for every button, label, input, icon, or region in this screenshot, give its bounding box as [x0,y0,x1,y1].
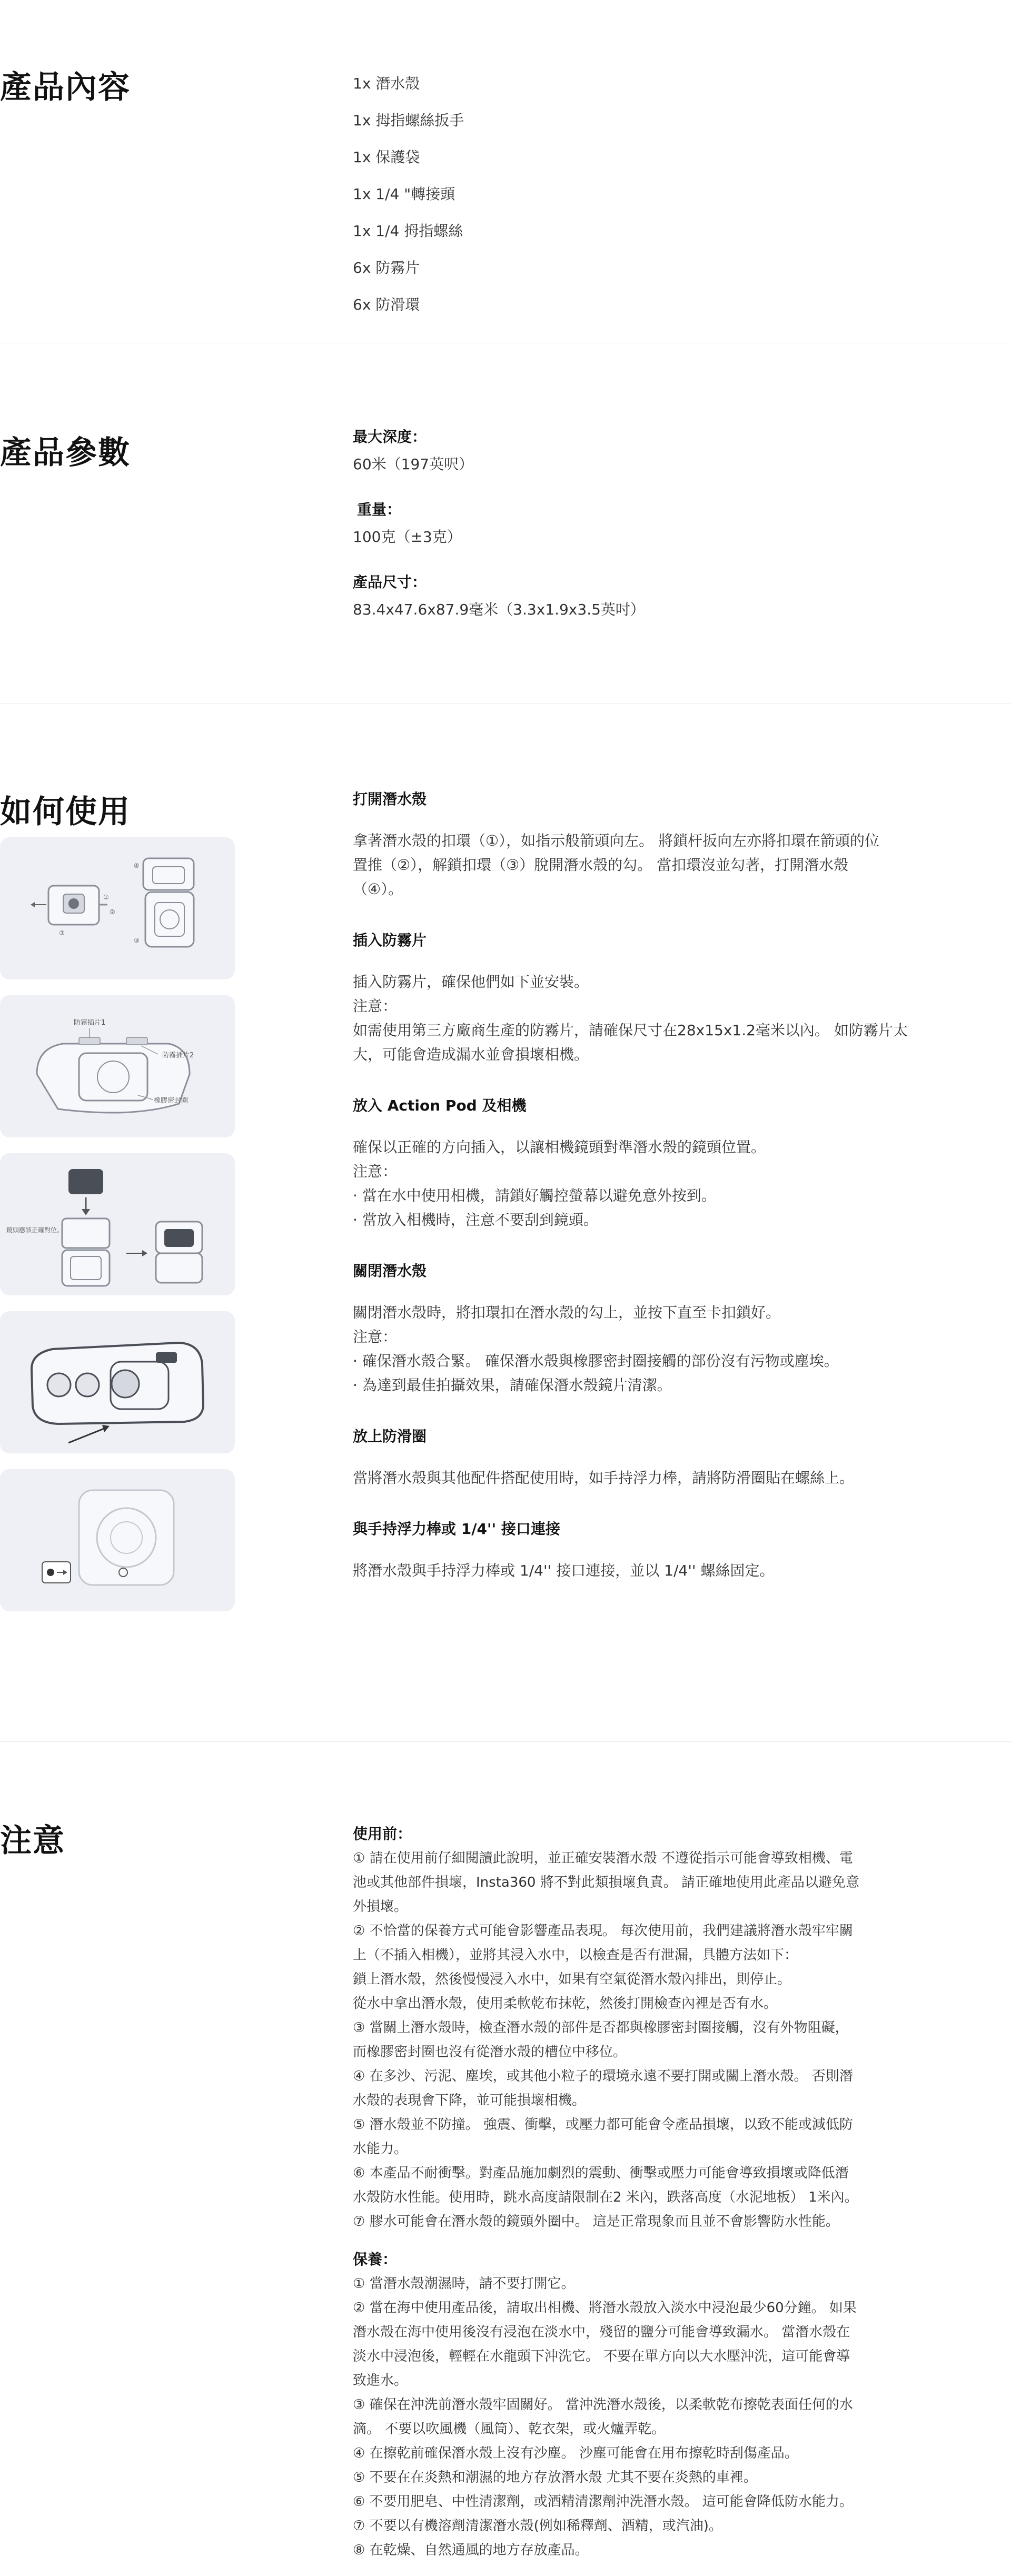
note-line: ⑦ 膠水可能會在潛水殼的鏡頭外圈中。 這是正常現象而且並不會影響防水性能。 [353,2214,839,2230]
step-line: （④）。 [353,880,403,898]
section-title: 產品參數 [0,434,131,471]
section-specifications [0,343,1011,704]
step-line: 注意： [353,1328,398,1345]
close-housing-illustration [0,1311,235,1453]
callout-3: ③ [59,929,65,937]
step-insert-camera [353,1094,969,1232]
step-open-housing [353,788,969,901]
antislip-ring-illustration [0,1469,235,1611]
step-line: 當將潛水殼與其他配件搭配使用時，如手持浮力棒，請將防滑圈貼在螺絲上。 [353,1469,855,1487]
note-line: ⑤ 潛水殼並不防撞。 強震、衝擊，或壓力都可能會令產品損壞，以致不能或減低防 [353,2117,853,2133]
step-image-insert-camera [0,1153,235,1295]
step-line: 將潛水殼與手持浮力棒或 1/4'' 接口連接，並以 1/4'' 螺絲固定。 [353,1562,775,1579]
step-line: · 為達到最佳拍攝效果，請確保潛水殼鏡片清潔。 [353,1376,672,1394]
note-line: 從水中拿出潛水殼，使用柔軟乾布抹乾，然後打開檢查內裡是否有水。 [353,1996,778,2012]
note-line: 水殼防水性能。使用時，跳水高度請限制在2 米內，跌落高度（水泥地板） 1米內。 [353,2189,858,2205]
callout-4: ④ [134,862,140,869]
note-line: 外損壞。 [353,1899,408,1915]
note-line: 池或其他部件損壞，Insta360 將不對此類損壞負責。 請正確地使用此產品以避免意 [353,1875,859,1890]
step-image-antislip-ring [0,1469,235,1611]
spec-label: 最大深度： [353,428,427,445]
spec-value: 100克（±3克） [353,528,462,546]
specs-list [353,425,969,643]
step-image-antifog [0,995,235,1137]
section-title: 產品內容 [0,69,131,106]
note-line: 水能力。 [353,2141,408,2157]
note-heading: 使用前： [353,1825,412,1842]
spec-value: 83.4x47.6x87.9毫米（3.3x1.9x3.5英吋） [353,601,645,618]
step-image-close-housing [0,1311,235,1453]
step-line: 置推（②），解鎖扣環（③）脫開潛水殼的勾。 當扣環沒並勾著，打開潛水殼 [353,856,849,874]
list-item: 6x 防霧片 [353,259,420,276]
step-line: 大，可能會造成漏水並會損壞相機。 [353,1046,589,1063]
housing-open-illustration [0,837,235,979]
step-line: · 當放入相機時，注意不要刮到鏡頭。 [353,1211,598,1228]
step-title: 放入 Action Pod 及相機 [353,1097,527,1114]
step-antislip-ring [353,1425,969,1490]
note-line: 潛水殼在海中使用後沒有浸泡在淡水中，殘留的鹽分可能會導致漏水。 當潛水殼在 [353,2324,850,2340]
notes-before-use [353,1822,977,2234]
list-item: 1x 潛水殼 [353,75,420,92]
note-line: ④ 在多沙、污泥、塵埃，或其他小粒子的環境永遠不要打開或關上潛水殼。 否則潛 [353,2068,853,2084]
note-line: ① 當潛水殼潮濕時，請不要打開它。 [353,2276,575,2292]
spec-label: 產品尺寸： [353,573,427,591]
step-title: 與手持浮力棒或 1/4'' 接口連接 [353,1520,560,1538]
notes-content [353,1822,977,2576]
how-to-steps [353,788,969,1610]
note-line: 而橡膠密封圈也沒有從潛水殼的槽位中移位。 [353,2044,627,2060]
label-antifog-2: 防霧插片2 [162,1052,194,1059]
note-line: 水殼的表現會下降，並可能損壞相機。 [353,2093,586,2108]
note-heading: 保養： [353,2251,398,2268]
note-line: 上（不插入相機），並將其浸入水中，以檢查是否有泄漏，具體方法如下： [353,1947,798,1963]
note-line: ③ 當關上潛水殼時，檢查潛水殼的部件是否都與橡膠密封圈接觸，沒有外物阻礙， [353,2020,849,2036]
spec-label: 重量： [357,501,402,518]
section-title: 如何使用 [0,794,131,830]
antifog-illustration [0,995,235,1137]
spec-max-depth [353,425,969,476]
note-line: 致進水。 [353,2373,408,2389]
note-line: 滴。 不要以吹風機（風筒）、乾衣架，或火爐弄乾。 [353,2421,666,2437]
label-lens-alignment: 鏡頭應該正確對位。 [6,1226,64,1234]
notes-maintenance [353,2247,977,2562]
note-line: ⑦ 不要以有機溶劑清潔潛水殼(例如稀釋劑、酒精，或汽油)。 [353,2518,722,2534]
step-line: 注意： [353,1163,398,1180]
spec-value: 60米（197英呎） [353,455,474,473]
step-insert-antifog [353,929,969,1067]
list-item: 1x 1/4 "轉接頭 [353,185,455,203]
note-line: ③ 確保在沖洗前潛水殼牢固關好。 當沖洗潛水殼後，以柔軟乾布擦乾表面任何的水 [353,2397,853,2413]
step-close-housing [353,1260,969,1398]
callout-3: ③ [134,937,140,944]
note-line: ② 不恰當的保養方式可能會影響產品表現。 每次使用前，我們建議將潛水殼牢牢關 [353,1923,853,1939]
step-line: 如需使用第三方廠商生產的防霧片，請確保尺寸在28x15x1.2毫米以內。 如防霧片太 [353,1022,908,1039]
spec-dimensions [353,571,969,621]
step-line: · 確保潛水殼合緊。 確保潛水殼與橡膠密封圈接觸的部份沒有污物或塵埃。 [353,1352,839,1370]
list-item: 1x 1/4 拇指螺絲 [353,222,463,240]
note-line: ① 請在使用前仔細閱讀此說明，並正確安裝潛水殼 不遵從指示可能會導致相機、電 [353,1850,853,1866]
list-item: 1x 拇指螺絲扳手 [353,112,464,129]
section-how-to-use [0,704,1011,1742]
step-image-open-housing [0,837,235,979]
callout-2: ② [110,908,115,916]
note-line: 鎖上潛水殼，然後慢慢浸入水中，如果有空氣從潛水殼內排出，則停止。 [353,1971,791,1987]
step-line: 插入防霧片，確保他們如下並安裝。 [353,973,589,990]
note-line: ④ 在擦乾前確保潛水殼上沒有沙塵。 沙塵可能會在用布擦乾時刮傷產品。 [353,2445,798,2461]
note-line: ⑤ 不要在在炎熱和潮濕的地方存放潛水殼 尤其不要在炎熱的車裡。 [353,2470,757,2485]
step-line: 拿著潛水殼的扣環（①），如指示般箭頭向左。 將鎖杆扳向左亦將扣環在箭頭的位 [353,832,880,849]
step-title: 打開潛水殼 [353,790,427,808]
list-item: 6x 防滑環 [353,296,420,313]
section-title: 注意 [0,1822,65,1859]
label-rubber-seal: 橡膠密封圈 [154,1097,189,1105]
note-line: ② 當在海中使用產品後，請取出相機、將潛水殼放入淡水中浸泡最少60分鐘。 如果 [353,2300,857,2316]
spec-weight [353,498,969,549]
step-line: 關閉潛水殼時，將扣環扣在潛水殼的勾上，並按下直至卡扣鎖好。 [353,1304,781,1321]
insert-camera-illustration [0,1153,235,1295]
step-line: · 當在水中使用相機，請鎖好觸控螢幕以避免意外按到。 [353,1187,716,1204]
note-line: ⑥ 本產品不耐衝擊。對產品施加劇烈的震動、衝擊或壓力可能會導致損壞或降低潛 [353,2165,849,2181]
note-line: 淡水中浸泡後，輕輕在水龍頭下沖洗它。 不要在單方向以大水壓沖洗，這可能會導 [353,2349,850,2364]
step-title: 關閉潛水殼 [353,1262,427,1280]
list-item: 1x 保護袋 [353,148,420,166]
step-connect-mount [353,1518,969,1583]
step-title: 插入防霧片 [353,932,427,949]
step-line: 確保以正確的方向插入，以讓相機鏡頭對準潛水殼的鏡頭位置。 [353,1138,766,1156]
step-title: 放上防滑圈 [353,1428,427,1445]
section-package-contents [0,0,1011,343]
section-notes [0,1742,1011,2576]
step-line: 注意： [353,997,398,1015]
note-line: ⑧ 在乾燥、自然通風的地方存放產品。 [353,2542,589,2558]
label-antifog-1: 防霧插片1 [74,1019,106,1027]
contents-list [353,65,969,323]
note-line: ⑥ 不要用肥皂、中性清潔劑，或酒精清潔劑沖洗潛水殼。 這可能會降低防水能力。 [353,2494,853,2510]
callout-1: ① [103,894,109,901]
